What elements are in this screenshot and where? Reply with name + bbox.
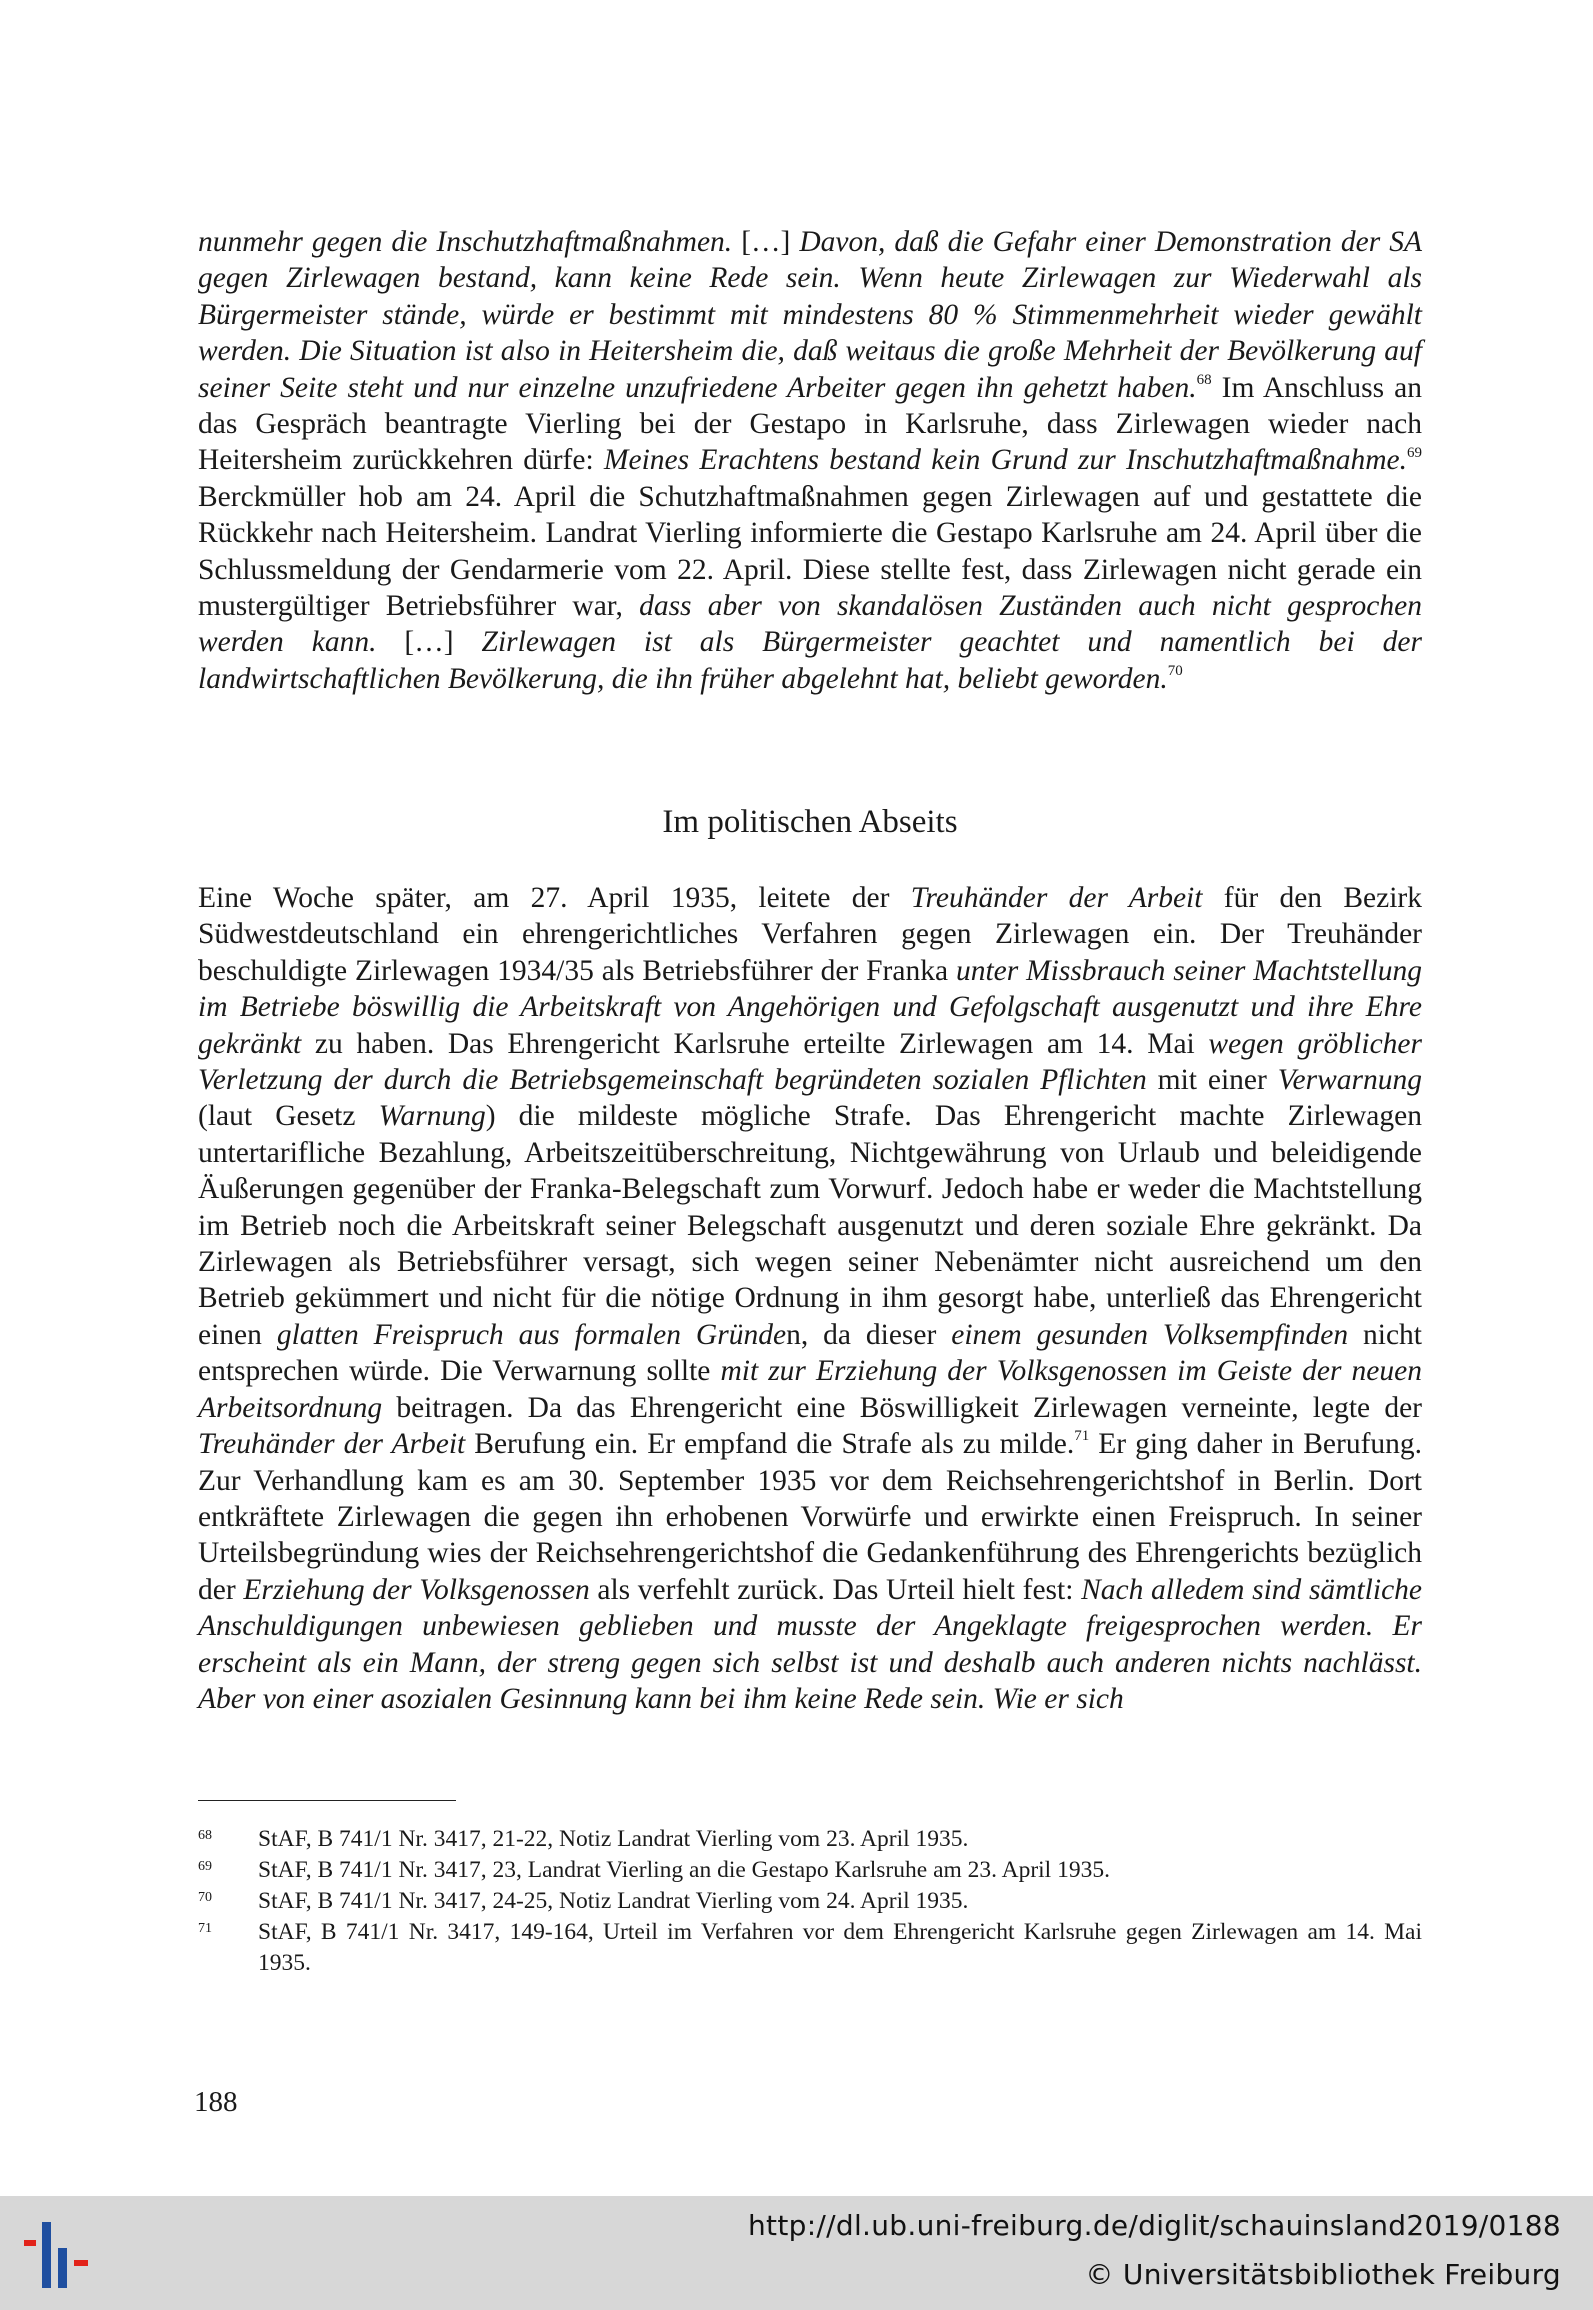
italic-run: mit zur Erziehung der Volksgenossen im Geiste der neuen Arbeitsordnung	[198, 1355, 1422, 1424]
italic-run: Warnung	[378, 1100, 486, 1133]
footnote-text: StAF, B 741/1 Nr. 3417, 21-22, Notiz Landrat Vierling vom 23. April 1935.	[258, 1826, 969, 1852]
footnote-divider	[198, 1800, 456, 1801]
text-run: Berufung ein. Er empfand die Strafe als zu milde.	[465, 1428, 1075, 1461]
text-run: Im Anschluss an das Gespräch beantragte Vierling bei der Gestapo in Karlsruhe, dass Zirlewagen wieder nach Heitersheim zurückkehren dürfe:	[198, 371, 1422, 477]
italic-run: dass aber von skandalösen Zuständen auch nicht gesprochen werden kann.	[198, 590, 1422, 659]
paragraph-main	[198, 880, 1422, 1717]
italic-run: wegen gröblicher Verletzung der durch die Betriebsgemeinschaft begründeten sozialen Pflichten	[198, 1027, 1422, 1097]
text-run: Berckmüller hob am 24. April die Schutzhaftmaßnahmen gegen Zirlewagen auf und gestattete die Rückkehr nach Heitersheim. Landrat Vierling informierte die Gestapo Karlsruhe am 24. April über die Schlussmeldung der Gendarmerie vom 22. April. Diese stellte fest, dass Zirlewagen nicht gerade ein mustergültiger Betriebsführer war,	[198, 480, 1422, 623]
text-run: für den Bezirk Südwestdeutschland ein ehrengerichtliches Verfahren gegen Zirlewagen ein. Der Treuhänder beschuldigte Zirlewagen 1934/35 als Betriebsführer der Franka	[198, 882, 1422, 987]
text-run: n, da dieser	[786, 1318, 952, 1351]
footnote-number: 68	[198, 1828, 212, 1843]
text-run: ) die mildeste mögliche Strafe. Das Ehrengericht machte Zirlewagen untertarifliche Bezahlung, Arbeitszeitüberschreitung, Nichtgewährung von Urlaub und beleidigende Äußerungen gegenüber der Franka-Belegschaft zum Vorwurf. Jedoch habe er weder die Machtstellung im Betrieb noch die Arbeitskraft seiner Belegschaft ausgenutzt und deren soziale Ehre gekränkt. Da Zirlewagen als Betriebsführer versagt, sich wegen seiner Nebenämter nicht ausreichend um den Betrieb gekümmert und nicht für die nötige Ordnung in ihm gesorgt habe, unterließ das Ehrengericht einen	[198, 1100, 1422, 1351]
italic-run: Treuhänder der Arbeit	[198, 1428, 466, 1461]
logo-bar-right	[74, 2260, 88, 2266]
logo-bar-tall	[42, 2222, 51, 2288]
footer-url-link[interactable]: http://dl.ub.uni-freiburg.de/diglit/schauinsland2019/0188	[748, 2209, 1561, 2242]
footnote-ref: 70	[1167, 663, 1183, 680]
footnote-number: 69	[198, 1859, 212, 1874]
footer-copyright: © Universitätsbibliothek Freiburg	[1085, 2258, 1561, 2291]
footnote-text: StAF, B 741/1 Nr. 3417, 23, Landrat Vierling an die Gestapo Karlsruhe am 23. April 1935.	[258, 1857, 1110, 1883]
italic-run: nunmehr gegen die Inschutzhaftmaßnahmen.	[198, 226, 742, 258]
text-run: als verfehlt zurück. Das Urteil hielt fest:	[589, 1573, 1082, 1606]
italic-run: Zirlewagen ist als Bürgermeister geachtet und namentlich bei der landwirtschaftlichen Bevölkerung, die ihn früher abgelehnt hat, beliebt geworden.	[198, 626, 1422, 695]
italic-run: Verwarnung	[1277, 1064, 1422, 1097]
text-run: […]	[404, 626, 482, 659]
italic-run: unter Missbrauch seiner Machtstellung im Betriebe böswillig die Arbeitskraft von Angehörigen und Gefolgschaft ausgenutzt und ihre Ehre gekränkt	[198, 954, 1422, 1060]
footnote-item	[198, 1855, 1422, 1886]
footnote-item	[198, 1886, 1422, 1917]
text-run: beitragen. Da das Ehrengericht eine Böswilligkeit Zirlewagen verneinte, legte der	[382, 1391, 1422, 1424]
italic-run: Erziehung der Volksgenossen	[243, 1573, 590, 1606]
text-run: […]	[741, 226, 800, 258]
text-run: Eine Woche später, am 27. April 1935, leitete der	[198, 882, 911, 914]
footnote-ref: 69	[1407, 444, 1422, 461]
footnote-number: 71	[198, 1921, 212, 1936]
text-run: nicht entsprechen würde. Die Verwarnung sollte	[198, 1318, 1422, 1388]
footnote-ref: 71	[1074, 1428, 1090, 1445]
page-text-block	[198, 224, 1422, 697]
italic-run: Nach alledem sind sämtliche Anschuldigungen unbewiesen geblieben und musste der Angeklagte freigesprochen werden. Er erscheint als ein Mann, der streng gegen sich selbst ist und deshalb auch anderen nichts nachlässt. Aber von einer asozialen Gesinnung kann bei ihm keine Rede sein. Wie er sich	[198, 1573, 1423, 1715]
section-body	[198, 880, 1422, 1717]
footnote-text: StAF, B 741/1 Nr. 3417, 24-25, Notiz Landrat Vierling vom 24. April 1935.	[258, 1888, 969, 1914]
text-run: Er ging daher in Berufung. Zur Verhandlung kam es am 30. September 1935 vor dem Reichsehrengerichtshof in Berlin. Dort entkräftete Zirlewagen die gegen ihn erhobenen Vorwürfe und erwirkte einen Freispruch. In seiner Urteilsbegründung wies der Reichsehrengerichtshof die Gedankenführung des Ehrengerichts bezüglich der	[198, 1428, 1423, 1606]
italic-run: einem gesunden Volksempfinden	[951, 1318, 1349, 1351]
italic-run: glatten Freispruch aus formalen Gründe	[276, 1318, 787, 1351]
footnote-item	[198, 1824, 1422, 1855]
page-number: 188	[194, 2086, 238, 2118]
paragraph-continued	[198, 224, 1422, 697]
section-heading: Im politischen Abseits	[662, 804, 958, 840]
text-run: zu haben. Das Ehrengericht Karlsruhe erteilte Zirlewagen am 14. Mai	[301, 1027, 1209, 1060]
ub-freiburg-logo-icon	[18, 2214, 100, 2294]
footnote-text: StAF, B 741/1 Nr. 3417, 149-164, Urteil im Verfahren vor dem Ehrengericht Karlsruhe gegen Zirlewagen am 14. Mai 1935.	[258, 1919, 1422, 1976]
footnote-ref: 68	[1196, 371, 1212, 388]
logo-bar-left	[24, 2240, 36, 2246]
footnote-number: 70	[198, 1890, 212, 1905]
italic-run: Davon, daß die Gefahr einer Demonstration der SA gegen Zirlewagen bestand, kann keine Rede sein. Wenn heute Zirlewagen zur Wiederwahl als Bürgermeister stände, würde er bestimmt mit mindestens 80 % Stimmenmehrheit wieder gewählt werden. Die Situation ist also in Heitersheim die, daß weitaus die große Mehrheit der Bevölkerung auf seiner Seite steht und nur einzelne unzufriedene Arbeiter gegen ihn gehetzt haben.	[198, 226, 1422, 404]
footnotes	[198, 1824, 1422, 1979]
text-run: mit einer	[1146, 1064, 1278, 1097]
footer-bar	[0, 2196, 1593, 2310]
logo-bar-mid	[58, 2248, 67, 2288]
text-run: (laut Gesetz	[198, 1100, 379, 1133]
italic-run: Meines Erachtens bestand kein Grund zur Inschutzhaftmaßnahme.	[603, 444, 1407, 477]
footnote-item	[198, 1917, 1422, 1979]
italic-run: Treuhänder der Arbeit	[910, 882, 1203, 914]
